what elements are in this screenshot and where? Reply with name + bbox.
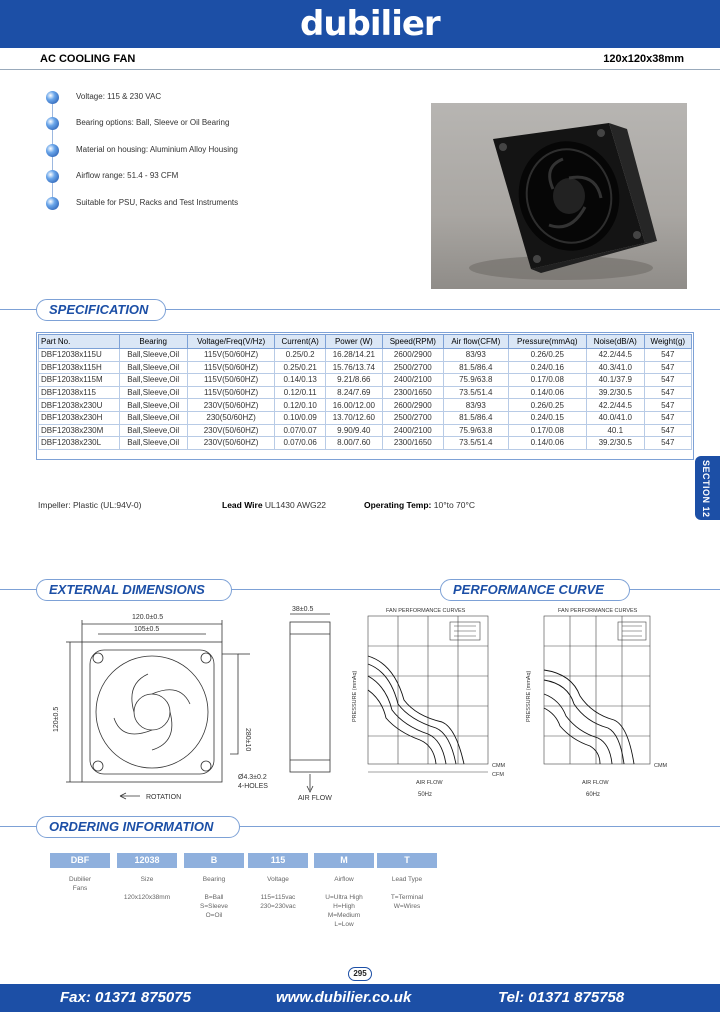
ordering-desc-line: U=Ultra High [325, 894, 363, 901]
table-cell: 230V(50/60HZ) [187, 437, 274, 450]
table-cell: 2600/2900 [382, 349, 443, 362]
title-row [0, 48, 720, 70]
table-cell: 81.5/86.4 [444, 411, 509, 424]
ordering-desc-line: B=Ball [204, 894, 224, 901]
table-cell: 40.1 [586, 424, 644, 437]
feature-item: Voltage: 115 & 230 VAC [46, 90, 416, 116]
ordering-description [117, 875, 177, 902]
table-cell: 0.14/0.06 [508, 386, 586, 399]
column-header: Voltage/Freq(V/Hz) [187, 335, 274, 349]
holes-label: Ø4.3±0.2 [238, 774, 267, 781]
table-cell: 230V(50/60HZ) [187, 399, 274, 412]
table-cell: 0.12/0.10 [275, 399, 326, 412]
table-cell: 16.00/12.00 [326, 399, 383, 412]
table-cell: 547 [644, 399, 691, 412]
dim-pitch-label: 105±0.5 [134, 626, 160, 633]
feature-item: Bearing options: Ball, Sleeve or Oil Bearing [46, 116, 416, 142]
table-cell: 0.26/0.25 [508, 349, 586, 362]
right-curve-title: FAN PERFORMANCE CURVES [558, 608, 638, 614]
table-row [39, 437, 692, 450]
table-header-row [39, 335, 692, 349]
right-hz-label: 60Hz [586, 792, 601, 798]
ordering-column [248, 853, 308, 911]
table-row [39, 424, 692, 437]
table-cell: 0.25/0.2 [275, 349, 326, 362]
table-cell: DBF12038x230H [39, 411, 120, 424]
column-header: Current(A) [275, 335, 326, 349]
table-cell: Ball,Sleeve,Oil [119, 386, 187, 399]
left-y-label: PRESSURE (mmAq) [352, 670, 358, 722]
table-cell: 2600/2900 [382, 399, 443, 412]
table-cell: Ball,Sleeve,Oil [119, 437, 187, 450]
column-header: Power (W) [326, 335, 383, 349]
ordering-description [50, 875, 110, 893]
product-title: AC COOLING FAN [40, 53, 136, 65]
table-cell: 0.17/0.08 [508, 424, 586, 437]
ordering-column [50, 853, 110, 893]
table-cell: 75.9/63.8 [444, 374, 509, 387]
table-cell: 40.0/41.0 [586, 411, 644, 424]
footer-band [0, 984, 720, 1012]
table-cell: DBF12038x115M [39, 374, 120, 387]
ordering-desc-line: Airflow [334, 876, 354, 883]
column-header: Noise(dB/A) [586, 335, 644, 349]
fan-photo-illustration [431, 103, 687, 289]
ordering-desc-line: Size [140, 876, 154, 883]
table-cell: 40.1/37.9 [586, 374, 644, 387]
dim-width-label: 120.0±0.5 [132, 614, 164, 621]
column-header: Part No. [39, 335, 120, 349]
table-cell: 73.5/51.4 [444, 437, 509, 450]
table-cell: DBF12038x115H [39, 361, 120, 374]
table-cell: 2500/2700 [382, 361, 443, 374]
bullet-icon [46, 197, 59, 210]
table-cell: 547 [644, 424, 691, 437]
table-cell: 2300/1650 [382, 437, 443, 450]
feature-item: Suitable for PSU, Racks and Test Instruments [46, 196, 416, 222]
ordering-desc-line: T=Terminal [390, 894, 424, 901]
table-cell: DBF12038x115 [39, 386, 120, 399]
table-row [39, 411, 692, 424]
table-cell: 2500/2700 [382, 411, 443, 424]
table-cell: 115V(50/60HZ) [187, 349, 274, 362]
specification-heading: SPECIFICATION [0, 299, 720, 321]
table-row [39, 386, 692, 399]
ordering-desc-line [248, 884, 308, 893]
page-number: 295 [348, 967, 372, 981]
ordering-code: M [314, 853, 374, 868]
table-cell: 0.26/0.25 [508, 399, 586, 412]
left-hz-label: 50Hz [418, 792, 433, 798]
table-cell: 547 [644, 411, 691, 424]
table-cell: 8.24/7.69 [326, 386, 383, 399]
ordering-desc-line: Bearing [202, 876, 226, 883]
table-cell: DBF12038x230U [39, 399, 120, 412]
column-header: Bearing [119, 335, 187, 349]
ordering-code: T [377, 853, 437, 868]
table-cell: Ball,Sleeve,Oil [119, 411, 187, 424]
table-cell: 13.70/12.60 [326, 411, 383, 424]
table-cell: 115V(50/60HZ) [187, 386, 274, 399]
table-cell: DBF12038x230L [39, 437, 120, 450]
fax-number: Fax: 01371 875075 [60, 989, 191, 1006]
table-cell: Ball,Sleeve,Oil [119, 399, 187, 412]
table-cell: 83/93 [444, 349, 509, 362]
table-cell: 2300/1650 [382, 386, 443, 399]
lead-length-label: 280±10 [244, 728, 251, 752]
ordering-desc-line: Fans [72, 885, 88, 892]
table-cell: 83/93 [444, 399, 509, 412]
table-cell: 115V(50/60HZ) [187, 361, 274, 374]
ordering-column [184, 853, 244, 920]
ordering-desc-line: Dubilier [68, 876, 92, 883]
column-header: Speed(RPM) [382, 335, 443, 349]
column-header: Pressure(mmAq) [508, 335, 586, 349]
ordering-code: 12038 [117, 853, 177, 868]
table-cell: 230V(50/60HZ) [187, 424, 274, 437]
product-size: 120x120x38mm [603, 53, 684, 65]
table-cell: 2400/2100 [382, 374, 443, 387]
table-cell: DBF12038x230M [39, 424, 120, 437]
operating-temp-spec: Operating Temp: 10°to 70°C [364, 500, 476, 510]
feature-list [46, 90, 416, 222]
table-row [39, 374, 692, 387]
website[interactable]: www.dubilier.co.uk [276, 989, 412, 1006]
table-row [39, 399, 692, 412]
ordering-code: 115 [248, 853, 308, 868]
ordering-description [184, 875, 244, 920]
ordering-desc-line: Lead Type [391, 876, 423, 883]
table-cell: Ball,Sleeve,Oil [119, 361, 187, 374]
external-dimensions-heading: EXTERNAL DIMENSIONS PERFORMANCE CURVE [0, 579, 720, 601]
table-row [39, 349, 692, 362]
table-cell: 547 [644, 386, 691, 399]
table-cell: 0.17/0.08 [508, 374, 586, 387]
table-cell: 0.10/0.09 [275, 411, 326, 424]
table-cell: 39.2/30.5 [586, 437, 644, 450]
right-x-unit: CMM [654, 763, 668, 769]
table-cell: 8.00/7.60 [326, 437, 383, 450]
bullet-icon [46, 117, 59, 130]
table-cell: 0.24/0.15 [508, 411, 586, 424]
ordering-desc-line: H=High [333, 903, 355, 910]
column-header: Weight(g) [644, 335, 691, 349]
table-cell: 547 [644, 349, 691, 362]
ordering-desc-line: S=Sleeve [199, 903, 228, 910]
ordering-desc-line: 120x120x38mm [123, 894, 171, 901]
dubilier-logo: dubilier [300, 4, 440, 44]
ordering-desc-line: Voltage [267, 876, 289, 883]
holes-count-label: 4-HOLES [238, 783, 268, 790]
table-cell: Ball,Sleeve,Oil [119, 374, 187, 387]
left-curve-title: FAN PERFORMANCE CURVES [386, 608, 466, 614]
ordering-column [377, 853, 437, 911]
ordering-column [314, 853, 374, 929]
rotation-label: ROTATION [146, 794, 182, 801]
ordering-desc-line [184, 884, 244, 893]
performance-curve-heading: PERFORMANCE CURVE [440, 579, 630, 601]
table-cell: 0.12/0.11 [275, 386, 326, 399]
feature-item: Airflow range: 51.4 - 93 CFM [46, 169, 416, 195]
left-x2-unit: CMM [492, 763, 506, 769]
ordering-heading: ORDERING INFORMATION [0, 816, 720, 838]
bullet-icon [46, 91, 59, 104]
table-cell: Ball,Sleeve,Oil [119, 424, 187, 437]
column-header: Air flow(CFM) [444, 335, 509, 349]
ordering-code: DBF [50, 853, 110, 868]
table-cell: 39.2/30.5 [586, 386, 644, 399]
lead-wire-spec: Lead Wire UL1430 AWG22 [222, 500, 327, 510]
left-x-unit: CFM [492, 772, 504, 778]
impeller-spec: Impeller: Plastic (UL:94V-0) [38, 500, 142, 510]
table-cell: 0.14/0.13 [275, 374, 326, 387]
table-cell: 547 [644, 374, 691, 387]
table-cell: 0.25/0.21 [275, 361, 326, 374]
table-cell: 2400/2100 [382, 424, 443, 437]
table-cell: 230(50/60HZ) [187, 411, 274, 424]
ordering-description [314, 875, 374, 929]
ordering-desc-line [314, 884, 374, 893]
table-cell: 115V(50/60HZ) [187, 374, 274, 387]
dim-side-label: 38±0.5 [292, 606, 314, 613]
table-cell: 9.90/9.40 [326, 424, 383, 437]
ordering-desc-line: L=Low [334, 921, 354, 928]
ordering-desc-line [117, 884, 177, 893]
table-cell: 42.2/44.5 [586, 349, 644, 362]
ordering-desc-line: 115=115vac [260, 894, 296, 901]
bullet-icon [46, 144, 59, 157]
table-cell: 16.28/14.21 [326, 349, 383, 362]
ordering-desc-line [377, 884, 437, 893]
ordering-column [117, 853, 177, 902]
telephone-number: Tel: 01371 875758 [498, 989, 625, 1006]
ordering-desc-line: M=Medium [327, 912, 361, 919]
table-cell: Ball,Sleeve,Oil [119, 349, 187, 362]
table-cell: 75.9/63.8 [444, 424, 509, 437]
spec-table-body [39, 349, 692, 450]
ordering-desc-line: 230=230vac [260, 903, 296, 910]
feature-item: Material on housing: Aluminium Alloy Housing [46, 143, 416, 169]
airflow-label: AIR FLOW [298, 795, 332, 802]
ordering-desc-line: O=Oil [205, 912, 223, 919]
table-cell: 81.5/86.4 [444, 361, 509, 374]
ordering-description [377, 875, 437, 911]
bullet-icon [46, 170, 59, 183]
product-photo [431, 103, 687, 289]
dim-height-label: 120±0.5 [53, 706, 60, 732]
spec-table [38, 334, 692, 450]
performance-curves [346, 604, 718, 804]
table-cell: 9.21/8.66 [326, 374, 383, 387]
table-cell: 40.3/41.0 [586, 361, 644, 374]
dimension-drawing [40, 604, 340, 804]
right-x-label: AIR FLOW [582, 780, 609, 786]
table-cell: 0.24/0.16 [508, 361, 586, 374]
left-x-label: AIR FLOW [416, 780, 443, 786]
ordering-description [248, 875, 308, 911]
table-cell: 73.5/51.4 [444, 386, 509, 399]
table-cell: 547 [644, 437, 691, 450]
table-cell: 42.2/44.5 [586, 399, 644, 412]
section-tab: SECTION 12 [695, 456, 720, 520]
table-cell: 0.07/0.07 [275, 424, 326, 437]
ordering-desc-line: W=Wires [393, 903, 421, 910]
table-row [39, 361, 692, 374]
table-cell: 547 [644, 361, 691, 374]
ordering-code: B [184, 853, 244, 868]
table-cell: 0.07/0.06 [275, 437, 326, 450]
right-y-label: PRESSURE (mmAq) [526, 670, 532, 722]
table-cell: 0.14/0.06 [508, 437, 586, 450]
table-cell: DBF12038x115U [39, 349, 120, 362]
table-cell: 15.76/13.74 [326, 361, 383, 374]
